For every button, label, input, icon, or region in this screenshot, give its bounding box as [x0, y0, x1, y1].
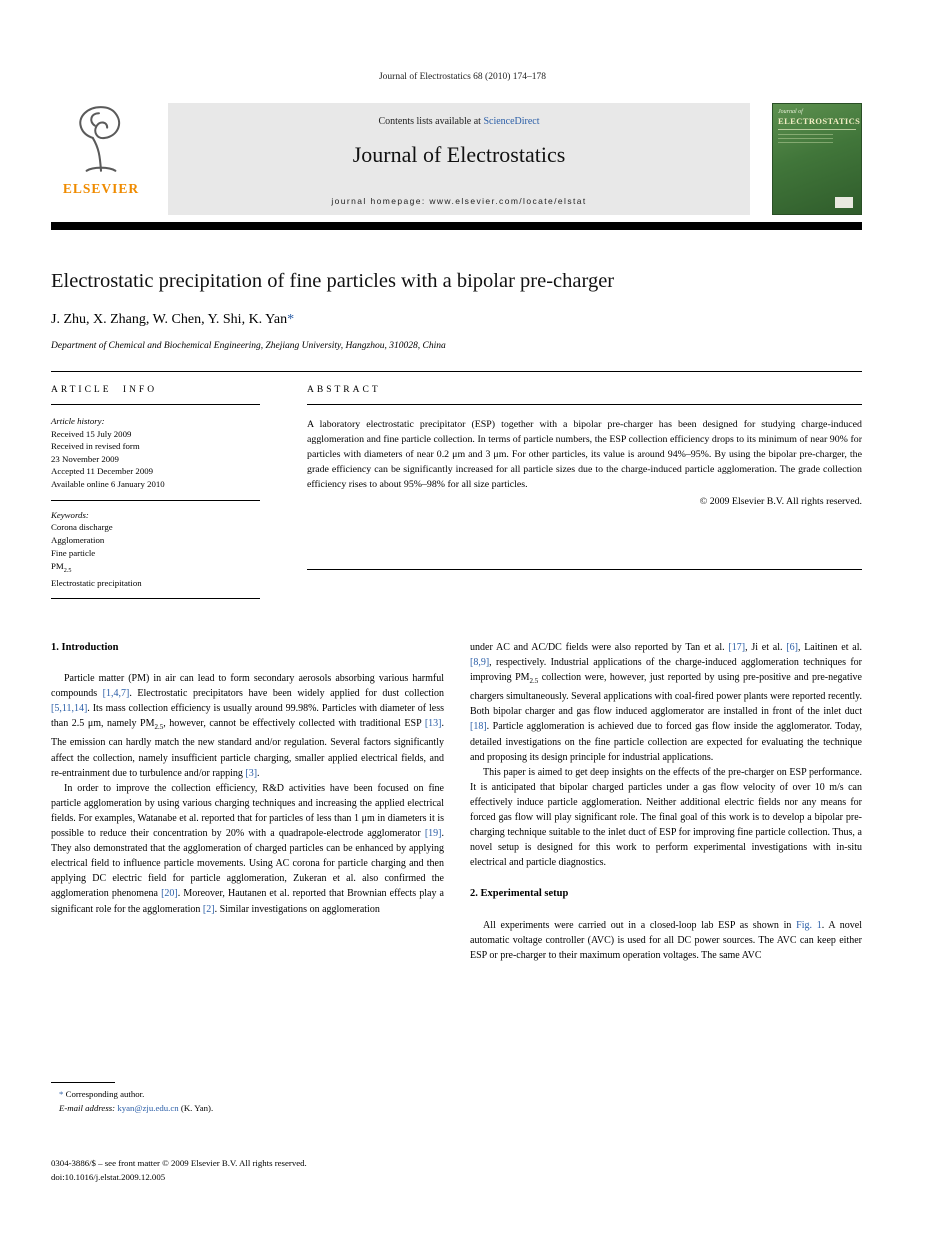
citation-link[interactable]: [17] [728, 642, 746, 653]
history-item: Accepted 11 December 2009 [51, 466, 154, 477]
section-heading-introduction: 1. Introduction [51, 642, 119, 653]
sciencedirect-link[interactable]: ScienceDirect [483, 116, 540, 127]
cover-title: ELECTROSTATICS [778, 116, 861, 126]
footer-issn-line: 0304-3886/$ – see front matter © 2009 Elsevier B.V. All rights reserved. [51, 1158, 307, 1168]
masthead-divider-bar [51, 222, 862, 230]
copyright-line: © 2009 Elsevier B.V. All rights reserved. [699, 496, 862, 508]
keyword-item: Fine particle [51, 547, 96, 558]
citation-link[interactable]: [2] [202, 903, 215, 915]
keywords-block [51, 501, 260, 591]
body-column-right [470, 640, 862, 963]
elsevier-wordmark: ELSEVIER [62, 181, 140, 196]
cover-publisher-box [835, 197, 853, 208]
footnote-rule [51, 1082, 115, 1083]
abstract-panel [307, 385, 862, 570]
article-info-bottom-rule [51, 598, 260, 599]
footnote-block [51, 1082, 444, 1115]
section-top-rule [51, 371, 862, 372]
cover-decoration [778, 138, 833, 139]
footer-doi-line: doi:10.1016/j.elstat.2009.12.005 [51, 1172, 166, 1182]
paragraph-intro-1: Particle matter (PM) in air can lead to form secondary aerosols absorbing various harmful compounds [1,4,7]. Electrostatic precipitators have been widely applied for dust collection [5,11,14]. Its mass collection efficiency is usually around 99.98%. Particles with diameter of less than 2.5 μm, namely $PM_{2.5}$, however, cannot be effectively collected with traditional ESP [13]. The emission can hardly match the new standard and/or regulation. Several factors significantly affect the collection, namely insufficient particle charging, smaller applied electrical fields, and re-entrainment due to turbulence and/or rapping [3]. [51, 673, 444, 779]
history-item: Received in revised form [51, 441, 140, 452]
citation-link[interactable]: kyan@zju.edu.cn [117, 1102, 179, 1113]
paragraph-intro-3: under AC and AC/DC fields were also reported by Tan et al. [17], Ji et al. [6], Laitinen et al. [8,9], respectively. Industrial applications of the charge-induced agglomeration techniques for improving $PM_{2.5}$ collection were, however, just reported by using pre-positive and pre-negative chargers simultaneously. Several applications with coal-fired power plants were reported recently. Both bipolar charger and gas flow induced agglomerator are installed in front of the inlet duct [18]. Particle agglomeration is achieved due to forced gas flow inside the agglomerator. Today, detailed investigations on the fine particle collection are expected for evaluating the technique and proposing its design principle for industrial applications. [470, 642, 862, 763]
history-item: Received 15 July 2009 [51, 428, 132, 439]
paragraph-intro-2: In order to improve the collection efficiency, R&D activities have been focused on fine particle agglomeration by using various charging techniques and increasing the applied electrical fields. For examples, Watanabe et al. reported that for particles of less than 1 μm in diameters it is possible to reduce their concentration by 20% with a quadrapole-electrode agglomerator [19]. They also demonstrated that the agglomeration of charged particles can be enhanced by applying electrical field to influence particle movements. Using AC corona for particle charging and then applying DC electric field for particle agglomeration, Zukeran et al. also confirmed the agglomeration phenomena [20]. Moreover, Hautanen et al. reported that Brownian effects play a significant role for the agglomeration [2]. Similar investigations on agglomeration [51, 782, 444, 915]
cover-divider [778, 129, 856, 130]
citation-link[interactable]: [5,11,14] [51, 703, 88, 715]
corresponding-author-note: * Corresponding author. [59, 1089, 145, 1099]
authors-line: J. Zhu, X. Zhang, W. Chen, Y. Shi, K. Yan* [51, 312, 295, 327]
cover-decoration [778, 142, 833, 143]
citation-link[interactable]: * [287, 312, 295, 327]
citation-link[interactable]: [3] [245, 767, 258, 779]
paragraph-intro-4: This paper is aimed to get deep insights on the effects of the pre-charger on ESP performance. It is anticipated that bipolar charged particles under a gas flow velocity of over 10 m/s can effectively induce particle agglomeration. Neither additional electric fields nor any means for forced gas flow will play significant role. The final goal of this work is to develop a bipolar pre-charging technique suitable to the inlet duct of ESP for improving fine particle collection. Thus, a novel setup is designed for this work to perform experimental investigations with in-situ electrical and particle diagnostics. [470, 766, 862, 869]
journal-cover-thumbnail [772, 103, 862, 215]
keyword-item: $PM_{2.5}$ [51, 560, 72, 574]
email-note: E-mail address: kyan@zju.edu.cn (K. Yan). [59, 1102, 214, 1113]
article-info-panel [51, 385, 260, 599]
citation-link[interactable]: [19] [424, 828, 442, 840]
cover-journal-of: Journal of [778, 109, 803, 115]
citation-link[interactable]: [1,4,7] [102, 688, 130, 700]
keyword-item: Corona discharge [51, 522, 113, 533]
abstract-heading: ABSTRACT [307, 385, 862, 405]
history-item: 23 November 2009 [51, 453, 119, 464]
paragraph-experimental-1: All experiments were carried out in a closed-loop lab ESP as shown in Fig. 1. A novel automatic voltage controller (AVC) is used for all DC power sources. The AVC can keep either ESP or pre-charger to their maximum operation voltages. The same AVC [470, 919, 862, 961]
article-history-block [51, 405, 260, 491]
citation-link[interactable]: * [59, 1089, 64, 1099]
footer-block [51, 1156, 551, 1184]
contents-line-prefix: Contents lists available at [378, 116, 484, 127]
keyword-item: Agglomeration [51, 535, 105, 546]
homepage-link[interactable]: journal homepage: www.elsevier.com/locate/elstat [331, 196, 587, 206]
section-heading-experimental-setup: 2. Experimental setup [470, 888, 569, 900]
cover-decoration [778, 134, 833, 135]
article-history-label: Article history: [51, 416, 105, 426]
elsevier-tree-icon [51, 103, 151, 179]
contents-line [168, 116, 750, 127]
journal-citation-header: Journal of Electrostatics 68 (2010) 174–178 [378, 72, 546, 82]
citation-link[interactable]: [8,9] [470, 657, 490, 669]
article-title: Electrostatic precipitation of fine particles with a bipolar pre-charger [51, 270, 615, 292]
citation-link[interactable]: [18] [470, 721, 487, 733]
history-item: Available online 6 January 2010 [51, 478, 165, 489]
body-column-left [51, 640, 444, 917]
abstract-text: A laboratory electrostatic precipitator (ESP) together with a bipolar pre-charger has been designed for studying charge-induced agglomeration and fine particle collection. In terms of particle numbers, the ESP collection efficiency drops to its minimum of near 90% for particles with diameters of near 0.2 μm and 3 μm. For other particles, its value is around 94%–95%. By using the bipolar pre-charger, the grade efficiency can be significantly increased for all particle sizes due to the charge-induced particle agglomeration. The grade collection efficiency rises to about 95%–98% for all size particles. [307, 419, 862, 491]
citation-link[interactable]: [6] [786, 642, 798, 653]
article-info-heading: ARTICLE INFO [51, 385, 260, 405]
affiliation: Department of Chemical and Biochemical Engineering, Zhejiang University, Hangzhou, 310028, China [51, 341, 446, 351]
citation-link[interactable]: [20] [161, 888, 178, 900]
abstract-bottom-rule [307, 569, 862, 570]
keyword-item: Electrostatic precipitation [51, 578, 142, 589]
masthead-box [168, 103, 750, 215]
citation-link[interactable]: Fig. 1 [796, 919, 822, 931]
masthead [51, 103, 862, 215]
keywords-label: Keywords: [51, 509, 89, 520]
citation-link[interactable]: [13] [424, 718, 442, 730]
elsevier-logo [51, 103, 151, 215]
journal-title: Journal of Electrostatics [352, 142, 566, 167]
